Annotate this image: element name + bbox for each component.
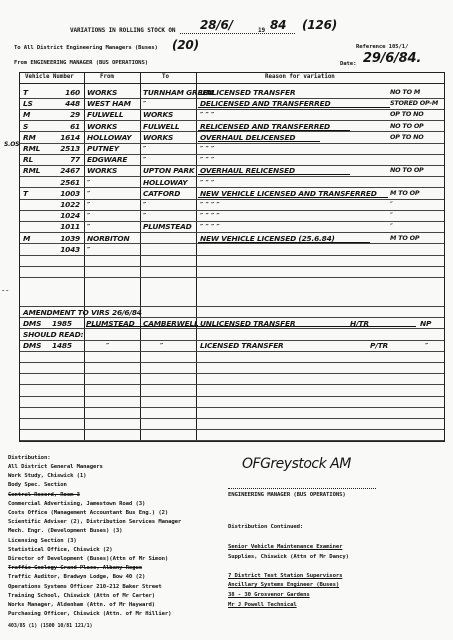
table-row-rule (20, 277, 444, 278)
table-row-rule (20, 109, 444, 110)
row-reason: ″ ″ ″ (200, 155, 215, 165)
row-cls: S (23, 121, 29, 131)
row-from: ″ (87, 177, 91, 187)
column-header-to: To (162, 74, 169, 80)
handwritten-underline (198, 141, 320, 142)
table-row-rule (20, 362, 444, 363)
row-cls: M (23, 233, 31, 243)
signature: OFGreystock AM (242, 456, 351, 472)
read-number: 1485 (52, 341, 72, 350)
row-num: 61 (70, 121, 80, 131)
row-from: NORBITON (87, 233, 130, 243)
date-label: Date: (340, 61, 357, 67)
row-num: 1024 (60, 211, 80, 221)
row-to: ″ (143, 99, 147, 109)
row-to: TURNHAM GREEN (143, 88, 214, 97)
table-row-rule (20, 418, 444, 419)
row-to: PLUMSTEAD (143, 222, 192, 232)
row-to: CATFORD (143, 188, 181, 198)
table-row-rule (20, 429, 444, 430)
distribution-entry: 7 District Test Station Supervisors (228, 572, 343, 579)
row-reason: ″ ″ ″ ″ (200, 200, 220, 209)
distribution-entry: Purchasing Officer, Chiswick (Attn. of Mr Hillier) (8, 611, 172, 618)
title-date-line (180, 33, 295, 34)
row-cls: RML (23, 144, 41, 153)
read-code-2: ″ (425, 341, 429, 350)
distribution-entry: Works Manager, Aldenham (Attn. of Mr Hayward) (8, 602, 156, 608)
row-reason: ″ ″ ″ (200, 177, 215, 187)
amend-strikeline (86, 326, 416, 327)
row-code: OP TO NO (390, 110, 424, 119)
row-code: M TO OP (390, 233, 420, 242)
row-code: NO TO OP (390, 166, 424, 175)
from-line: From ENGINEERING MANAGER (BUS OPERATIONS) (14, 60, 148, 66)
table-row-rule (20, 396, 444, 397)
distribution-continued-heading: Distribution Continued: (228, 524, 304, 530)
read-class: DMS (23, 341, 42, 350)
row-num: 1003 (60, 188, 80, 198)
col-divider (84, 73, 85, 441)
row-to: HOLLOWAY (143, 177, 188, 187)
row-to: ″ (143, 144, 147, 153)
row-num: 448 (65, 99, 80, 109)
row-num: 2513 (60, 144, 80, 153)
row-code: NO TO M (390, 88, 420, 96)
row-cls: LS (23, 99, 33, 109)
handwritten-underline (198, 107, 390, 108)
header-divider (20, 83, 444, 84)
handwritten-underline (198, 174, 350, 175)
row-from: ″ (87, 211, 91, 221)
read-from: ″ (106, 341, 110, 350)
distribution-entry: Senior Vehicle Maintenance Examiner (228, 544, 343, 550)
row-reason: RELICENSED AND TRANSFERRED (200, 121, 330, 131)
distribution-heading: Distribution: (8, 455, 51, 461)
distribution-entry: Body Spec. Section (8, 482, 67, 489)
row-code: OP TO NO (390, 132, 424, 141)
row-to: WORKS (143, 110, 174, 120)
title-date: 28/6/ (200, 18, 233, 32)
margin-note-s: S.OS (4, 141, 20, 148)
row-to: ″ (143, 200, 147, 209)
row-cls: T (23, 188, 28, 198)
table-row-rule (20, 340, 444, 341)
row-num: 160 (65, 88, 80, 97)
table-row-rule (20, 306, 444, 307)
distribution-entry: Work Study, Chiswick (1) (8, 473, 87, 480)
row-code: ″ (390, 200, 393, 208)
row-code: ″ (390, 211, 393, 220)
table-row-rule (20, 255, 444, 256)
row-from: FULWELL (87, 110, 124, 120)
column-header-reason: Reason for variation (265, 74, 335, 80)
distribution-entry: Mr J Powell Technical (228, 601, 297, 608)
row-reason: ″ ″ ″ (200, 144, 215, 153)
col-divider (140, 73, 141, 441)
row-num: 2561 (60, 177, 80, 187)
row-reason: NEW VEHICLE LICENSED AND TRANSFERRED (200, 188, 377, 198)
distribution-entry: Ancillary Systems Engineer (Buses) (228, 582, 340, 589)
col-divider (196, 73, 197, 441)
table-row-rule (20, 199, 444, 200)
row-from: ″ (87, 200, 91, 209)
distribution-entry: Mech. Engr. (Development Buses) (3) (8, 528, 123, 535)
table-row-rule (20, 221, 444, 222)
row-from: WORKS (87, 166, 118, 176)
table-row-rule (20, 243, 444, 244)
amend-to: CAMBERWELL (143, 319, 199, 328)
read-reason: LICENSED TRANSFER (200, 341, 284, 350)
form-footer-code: 403/85 (1) (1500 10/81 121/1) (8, 623, 93, 629)
date-value: 29/6/84. (363, 51, 422, 66)
row-from: HOLLOWAY (87, 132, 132, 142)
row-to: UPTON PARK (143, 166, 195, 176)
column-header-from: From (100, 74, 114, 80)
row-cls: RML (23, 166, 41, 176)
amend-class: DMS (23, 319, 42, 328)
row-num: 1043 (60, 244, 80, 254)
row-from: WORKS (87, 88, 118, 97)
table-row-rule (20, 210, 444, 211)
row-reason: UNLICENSED TRANSFER (200, 88, 296, 97)
distribution-entry: Training School, Chiswick (Attn of Mr Carter) (8, 592, 156, 599)
row-reason: OVERHAUL DELICENSED (200, 132, 296, 142)
row-cls: RM (23, 132, 36, 142)
row-code: M TO OP (390, 188, 420, 197)
row-num: 1039 (60, 233, 80, 243)
row-to: FULWELL (143, 121, 180, 131)
distribution-entry: Traffic Geology Grand Place, Albany Rogue (8, 565, 142, 572)
table-row-rule (20, 317, 444, 318)
amend-reason: UNLICENSED TRANSFER (200, 319, 296, 328)
row-num: 77 (70, 155, 80, 165)
row-code: NO TO OP (390, 121, 424, 130)
table-row-rule (20, 407, 444, 408)
amendment-note: AMENDMENT TO VIRS 26/6/84 (23, 308, 142, 317)
row-from: ″ (87, 244, 91, 254)
distribution-entry: Operations Systems Officer 210-212 Baker Street (8, 583, 162, 590)
table-row-rule (20, 351, 444, 352)
row-reason: ″ ″ ″ (200, 110, 215, 120)
should-read-note: SHOULD READ: (23, 330, 84, 339)
row-cls: RL (23, 155, 34, 165)
title-year-prefix: 19 (258, 27, 266, 34)
signature-caption: ENGINEERING MANAGER (BUS OPERATIONS) (228, 492, 346, 498)
row-num: 1022 (60, 200, 80, 209)
margin-note: ″ ″ (2, 290, 9, 296)
title-number: (126) (302, 18, 338, 32)
row-cls: M (23, 110, 31, 120)
row-code: ″ (390, 222, 393, 231)
read-to: ″ (160, 341, 164, 350)
title-year: 84 (270, 18, 287, 32)
row-num: 29 (70, 110, 80, 120)
amend-from: PLUMSTEAD (86, 319, 135, 328)
variations-table (19, 72, 445, 442)
row-to: ″ (143, 155, 147, 165)
row-from: ″ (87, 222, 91, 232)
row-reason: ″ ″ ″ ″ (200, 222, 220, 232)
form-title: VARIATIONS IN ROLLING STOCK ON (70, 27, 176, 34)
table-row-rule (20, 176, 444, 177)
row-reason: ″ ″ ″ ″ (200, 211, 220, 221)
distribution-entry: Supplies, Chiswick (Attn of Mr Dancy) (228, 553, 349, 560)
amend-code: H/TR (350, 319, 369, 328)
distribution-entry: Director of Development (Buses)(Attn of Mr Simon) (8, 556, 169, 562)
table-row-rule (20, 328, 444, 329)
row-num: 2467 (60, 166, 80, 176)
distribution-entry: Central Record, Room 3 (8, 491, 80, 498)
row-from: WORKS (87, 121, 118, 131)
reference-label: Reference 105/1/ (356, 44, 409, 50)
distribution-entry: Commercial Advertising, Jamestown Road (3) (8, 500, 146, 507)
handwritten-underline (198, 242, 370, 243)
distribution-entry: Statistical Office, Chiswick (2) (8, 546, 113, 553)
table-row-rule (20, 154, 444, 155)
to-count: (20) (172, 38, 199, 52)
read-code: P/TR (370, 341, 389, 350)
table-row-rule (20, 143, 444, 144)
amend-number: 1985 (52, 319, 72, 328)
row-from: ″ (87, 188, 91, 198)
row-from: PUTNEY (87, 144, 119, 153)
row-to: ″ (143, 211, 147, 221)
table-row-rule (20, 373, 444, 374)
handwritten-underline (198, 197, 388, 198)
row-num: 1011 (60, 222, 80, 232)
table-row-rule (20, 384, 444, 385)
signature-line (228, 488, 376, 489)
row-to: WORKS (143, 132, 174, 142)
distribution-entry: Licensing Section (3) (8, 537, 77, 544)
distribution-entry: 38 - 30 Grosvenor Gardens (228, 592, 310, 598)
row-cls: T (23, 88, 28, 97)
row-from: WEST HAM (87, 99, 131, 109)
row-reason: OVERHAUL RELICENSED (200, 166, 295, 176)
table-row-rule (20, 266, 444, 267)
distribution-entry: Traffic Auditor, Bradwyn Lodge, Bow 40 (2) (8, 574, 146, 581)
amend-code-2: NP (420, 319, 432, 328)
row-reason: NEW VEHICLE LICENSED (25.6.84) (200, 233, 335, 243)
column-header-vehicle: Vehicle Number (25, 74, 74, 80)
distribution-entry: All District General Managers (8, 464, 103, 470)
distribution-entry: Costs Office (Management Accountant Bus Eng.) (2) (8, 510, 169, 516)
row-reason: DELICENSED AND TRANSFERRED (200, 99, 331, 109)
table-row-rule (20, 440, 444, 441)
row-num: 1614 (60, 132, 80, 142)
distribution-entry: Scientific Adviser (2), Distribution Services Manager (8, 519, 182, 526)
to-line: To All District Engineering Managers (Buses) (14, 45, 158, 51)
row-from: EDGWARE (87, 155, 128, 165)
handwritten-underline (198, 130, 350, 131)
row-code: STORED OP-M (390, 99, 439, 108)
